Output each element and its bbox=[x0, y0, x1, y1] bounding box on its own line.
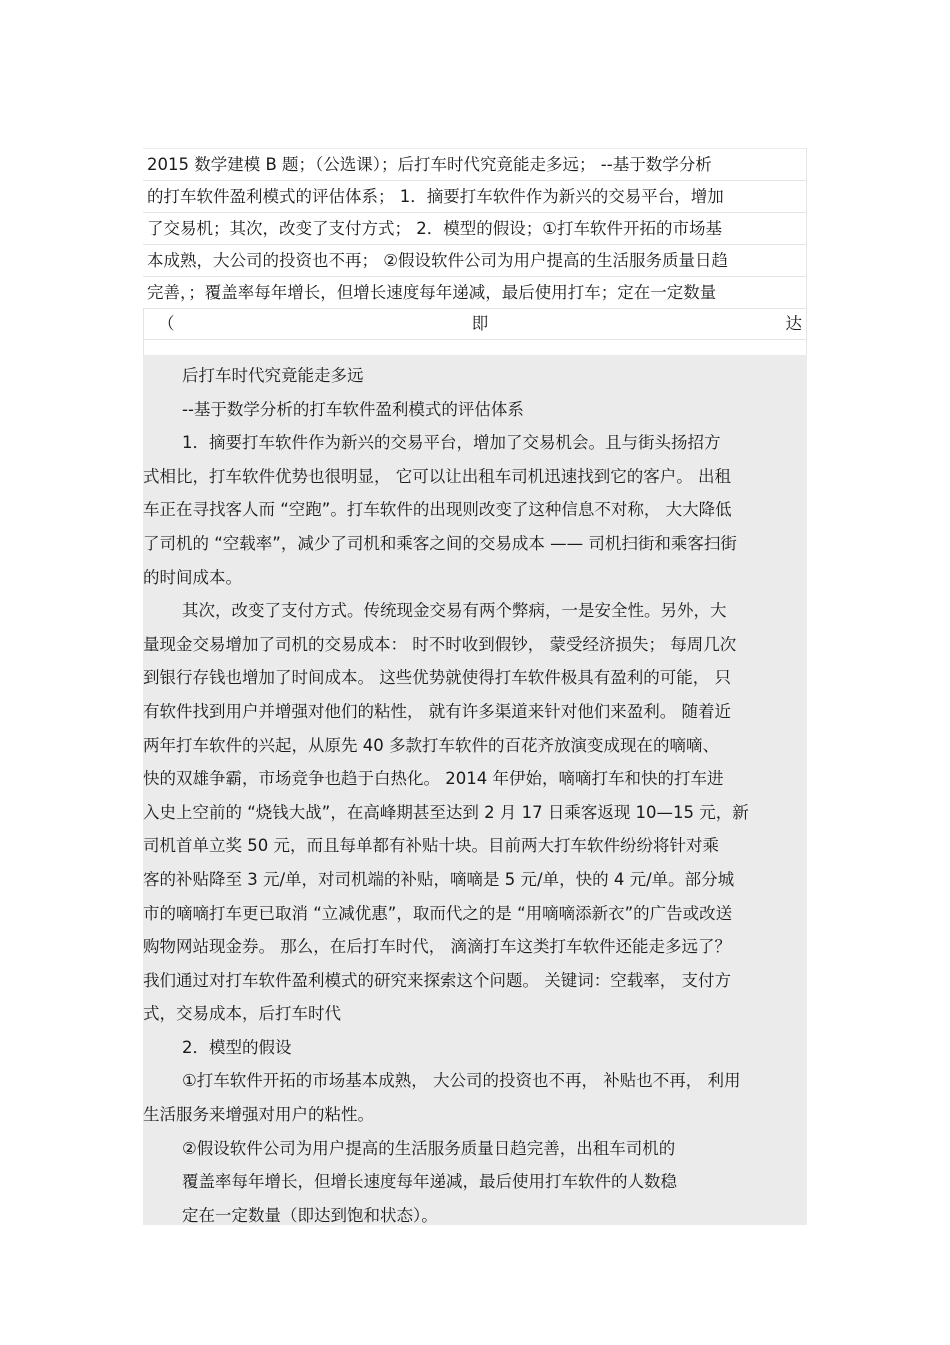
paragraph-line: 车正在寻找客人而 “空跑”。打车软件的出现则改变了这种信息不对称， 大大降低 bbox=[143, 500, 732, 520]
summary-block bbox=[143, 148, 807, 356]
section-heading: 2．模型的假设 bbox=[182, 1037, 292, 1057]
paragraph-line: 其次，改变了支付方式。传统现金交易有两个弊病，一是安全性。另外，大 bbox=[182, 601, 727, 621]
summary-line: 完善，；覆盖率每年增长，但增长速度每年递减，最后使用打车；定在一定数量 bbox=[143, 277, 807, 309]
paragraph-line: 1．摘要打车软件作为新兴的交易平台，增加了交易机会。且与街头扬招方 bbox=[182, 433, 721, 453]
paragraph-line: 了司机的 “空载率”，减少了司机和乘客之间的交易成本 —— 司机扫街和乘客扫街 bbox=[143, 533, 737, 553]
summary-spacer bbox=[143, 340, 807, 356]
paragraph-line: 司机首单立奖 50 元，而且每单都有补贴十块。目前两大打车软件纷纷将针对乘 bbox=[143, 836, 719, 856]
summary-line: 的打车软件盈利模式的评估体系； 1．摘要打车软件作为新兴的交易平台，增加 bbox=[143, 181, 807, 213]
paragraph-line: 式，交易成本，后打车时代 bbox=[143, 1004, 341, 1024]
paragraph-line: 购物网站现金券。 那么，在后打车时代， 滴滴打车这类打车软件还能走多远了？ bbox=[143, 937, 731, 957]
summary-last-right: 达 bbox=[785, 314, 802, 333]
summary-last-line bbox=[143, 309, 807, 340]
paragraph-line: ②假设软件公司为用户提高的生活服务质量日趋完善，出租车司机的 bbox=[182, 1138, 676, 1158]
document-body bbox=[143, 355, 807, 1225]
paragraph-line: 的时间成本。 bbox=[143, 567, 242, 587]
paragraph-line: 两年打车软件的兴起，从原先 40 多款打车软件的百花齐放演变成现在的嘀嘀、 bbox=[143, 735, 719, 755]
summary-line: 2015 数学建模 B 题；（公选课）；后打车时代究竟能走多远； --基于数学分析 bbox=[143, 148, 807, 181]
paragraph-line: 客的补贴降至 3 元/单，对司机端的补贴，嘀嘀是 5 元/单，快的 4 元/单。部分城 bbox=[143, 869, 735, 889]
summary-line: 了交易机；其次，改变了支付方式； 2．模型的假设；①打车软件开拓的市场基 bbox=[143, 213, 807, 245]
paragraph-line: 我们通过对打车软件盈利模式的研究来探索这个问题。 关键词：空载率， 支付方 bbox=[143, 970, 731, 990]
paragraph-line: 市的嘀嘀打车更已取消 “立减优惠”，取而代之的是 “用嘀嘀添新衣”的广告或改送 bbox=[143, 903, 733, 923]
doc-subtitle: --基于数学分析的打车软件盈利模式的评估体系 bbox=[182, 399, 524, 419]
summary-last-mid: 即 bbox=[471, 314, 489, 333]
doc-title: 后打车时代究竟能走多远 bbox=[182, 366, 364, 385]
summary-last-left: （ bbox=[158, 314, 175, 333]
paragraph-line: 入史上空前的 “烧钱大战”，在高峰期甚至达到 2 月 17 日乘客返现 10—15 元，新 bbox=[143, 802, 749, 822]
paragraph-line: 快的双雄争霸，市场竞争也趋于白热化。 2014 年伊始，嘀嘀打车和快的打车进 bbox=[143, 769, 724, 789]
paragraph-line: 量现金交易增加了司机的交易成本： 时不时收到假钞， 蒙受经济损失； 每周几次 bbox=[143, 634, 737, 654]
paragraph-line: 生活服务来增强对用户的粘性。 bbox=[143, 1105, 374, 1125]
paragraph-line: 到银行存钱也增加了时间成本。 这些优势就使得打车软件极具有盈利的可能， 只 bbox=[143, 668, 731, 688]
paragraph-line: 定在一定数量（即达到饱和状态）。 bbox=[182, 1205, 438, 1225]
paragraph-line: 式相比，打车软件优势也很明显， 它可以让出租车司机迅速找到它的客户。 出租 bbox=[143, 466, 731, 486]
summary-line: 本成熟，大公司的投资也不再； ②假设软件公司为用户提高的生活服务质量日趋 bbox=[143, 245, 807, 277]
paragraph-line: ①打车软件开拓的市场基本成熟， 大公司的投资也不再， 补贴也不再， 利用 bbox=[182, 1071, 741, 1091]
paragraph-line: 有软件找到用户并增强对他们的粘性， 就有许多渠道来针对他们来盈利。 随着近 bbox=[143, 701, 731, 721]
paragraph-line: 覆盖率每年增长，但增长速度每年递减，最后使用打车软件的人数稳 bbox=[182, 1172, 677, 1192]
